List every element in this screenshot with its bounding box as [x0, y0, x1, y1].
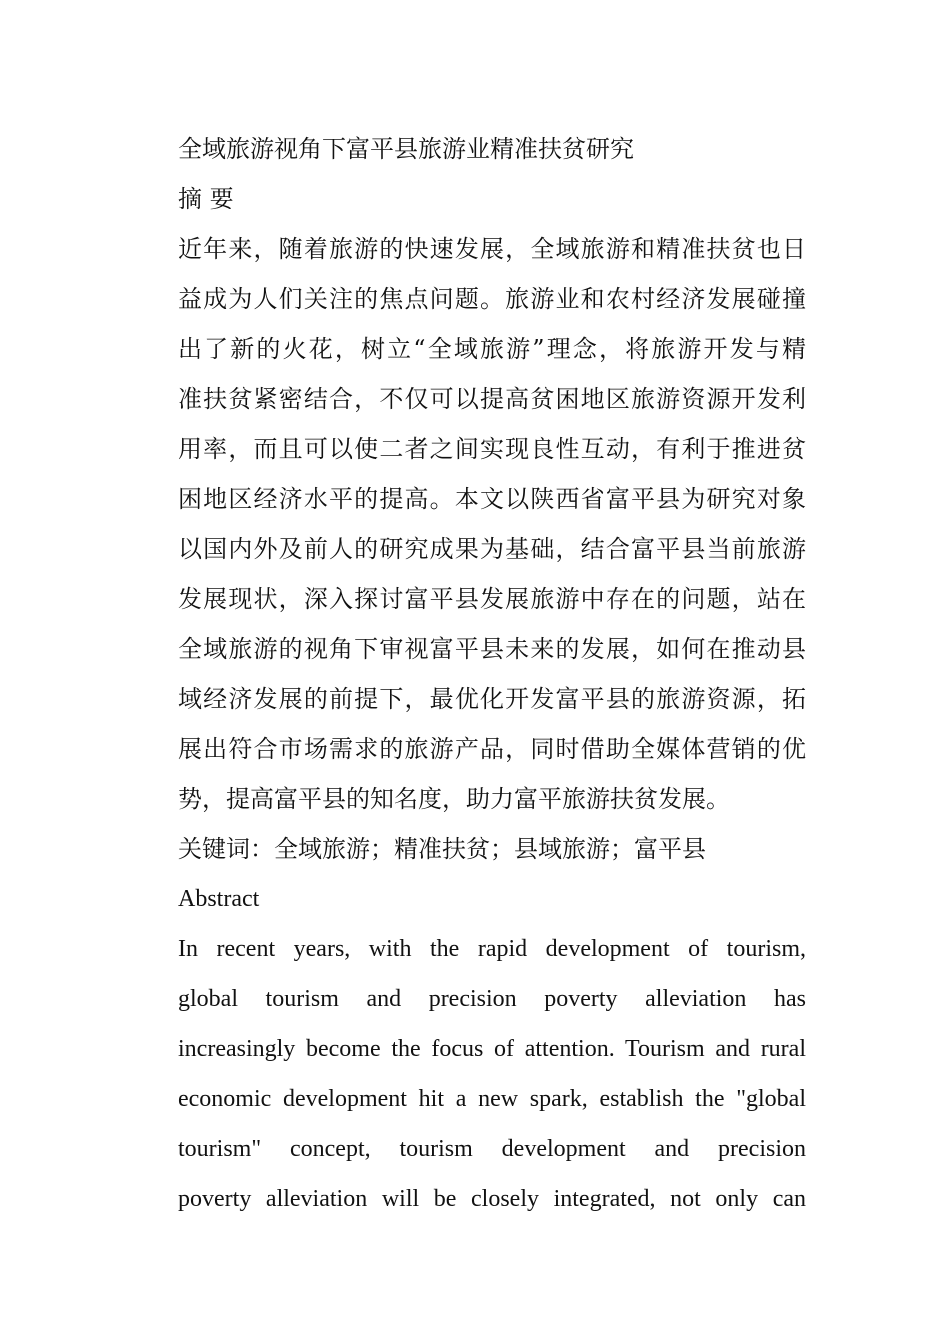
abstract-line: 困地区经济水平的提高。本文以陕西省富平县为研究对象: [178, 485, 806, 513]
abstract-line: 出了新的火花，树立“全域旅游”理念，将旅游开发与精: [178, 335, 806, 363]
chinese-abstract: [178, 224, 806, 824]
abstract-line: 全域旅游的视角下审视富平县未来的发展，如何在推动县: [178, 635, 806, 663]
abstract-line: 发展现状，深入探讨富平县发展旅游中存在的问题，站在: [178, 585, 806, 613]
abstract-line: 展出符合市场需求的旅游产品，同时借助全媒体营销的优: [178, 735, 806, 763]
document-title: 全域旅游视角下富平县旅游业精准扶贫研究: [178, 135, 634, 163]
abstract-line: 益成为人们关注的焦点问题。旅游业和农村经济发展碰撞: [178, 285, 806, 313]
abstract-line: 势，提高富平县的知名度，助力富平旅游扶贫发展。: [178, 785, 730, 813]
abstract-line: 近年来，随着旅游的快速发展，全域旅游和精准扶贫也日: [178, 235, 806, 263]
abstract-line: 以国内外及前人的研究成果为基础，结合富平县当前旅游: [178, 535, 806, 563]
english-abstract-heading: Abstract: [178, 886, 260, 912]
english-line: global tourism and precision poverty alleviation has: [178, 986, 806, 1012]
english-line: In recent years, with the rapid development of tourism,: [178, 936, 806, 962]
english-line: poverty alleviation will be closely integrated, not only can: [178, 1186, 806, 1212]
abstract-line: 用率，而且可以使二者之间实现良性互动，有利于推进贫: [178, 435, 806, 463]
abstract-line: 域经济发展的前提下，最优化开发富平县的旅游资源，拓: [178, 685, 806, 713]
document-page: [178, 124, 806, 1224]
abstract-line: 准扶贫紧密结合，不仅可以提高贫困地区旅游资源开发利: [178, 385, 806, 413]
english-line: economic development hit a new spark, establish the "global: [178, 1086, 806, 1112]
abstract-heading: 摘 要: [178, 185, 234, 213]
english-line: tourism" concept, tourism development and precision: [178, 1136, 806, 1162]
english-abstract: [178, 924, 806, 1224]
english-line: increasingly become the focus of attention. Tourism and rural: [178, 1036, 806, 1062]
keywords-line: 关键词：全域旅游；精准扶贫；县域旅游；富平县: [178, 835, 706, 863]
